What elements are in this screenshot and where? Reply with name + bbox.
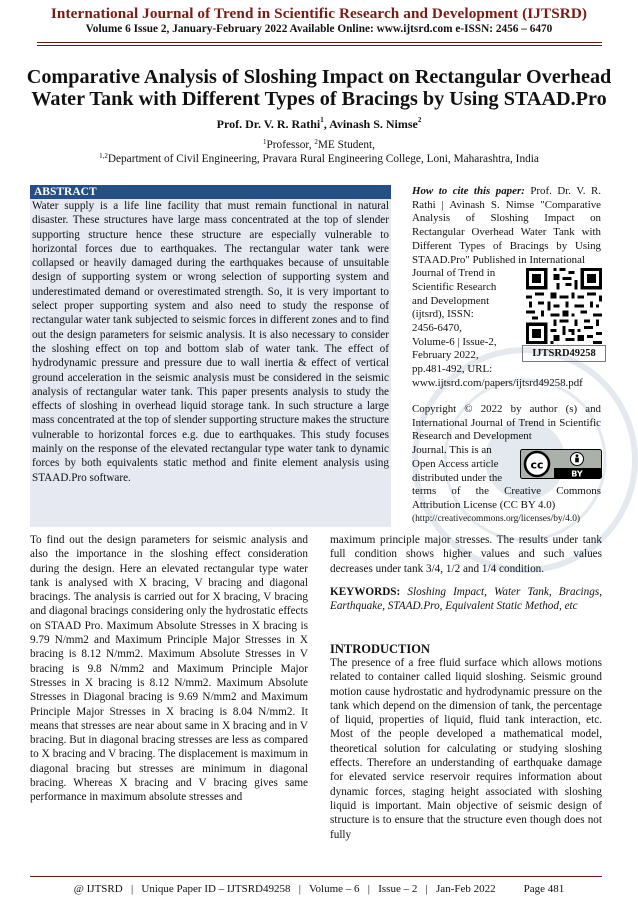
cc-badge-text: cc (530, 458, 544, 472)
citation-narrow (412, 267, 526, 377)
citation-line: Journal of Trend in (412, 267, 496, 280)
abstract-right-end: condition. (499, 562, 545, 575)
author-name: Avinash S. Nimse (329, 117, 418, 131)
citation-line: 2456-6470, (412, 322, 462, 335)
role-text: Professor, (266, 139, 315, 151)
abstract-right-text: maximum principle major stresses. The results under tank full condition shows higher values and such values decreases under tank (330, 534, 602, 575)
citation-label: How to cite this paper: (412, 185, 525, 197)
role-text: ME Student, (317, 139, 375, 151)
introduction-text: The presence of a free fluid surface which allows motions related to container called liquid sloshing. Seismic ground motion cause hydrostatic and hydrodynamic pressure on the tank which depend on the dimension of tank, the percentage of liquid, properties of liquid, fluid tank interaction, etc. Most of the people developed a mathematical model, theoretical solution for calculating or studying sloshing effects. Therefore an understanding of earthquake damage for elevated service reservoir requires information about dynamic forces, staging height associated with sloshing liquid is important. Main objective of seismic design of structure is to ensure that the structure even though does not fully (330, 657, 602, 841)
header-rule-top (37, 42, 602, 43)
paper-title: Comparative Analysis of Sloshing Impact on Rectangular Overhead Water Tank with Different Types of Bracings by Using STAAD.Pro (26, 66, 612, 110)
author-roles (0, 139, 638, 151)
citation-url[interactable]: www.ijtsrd.com/papers/ijtsrd49258.pdf (412, 376, 583, 389)
qr-code (526, 268, 602, 344)
cc-by-badge (520, 449, 602, 479)
citation-line: and Development (412, 294, 490, 307)
role-sup: 1 (263, 138, 267, 146)
fraction: 1/2 (445, 562, 461, 575)
copyright-line: Open Access article (412, 457, 499, 470)
citation-text: Prof. Dr. V. R. Rathi | Avinash S. Nimse "Comparative Analysis of Sloshing Impact on Rectangular Overhead Water Tank with Different Types of Bracings by Using STAAD.Pro" Published in International (412, 185, 601, 266)
copyright-narrow (412, 444, 516, 485)
fraction-separator: , (440, 562, 444, 575)
keywords-label: KEYWORDS: (330, 586, 401, 598)
journal-name: International Journal of Trend in Scientific Research and Development (IJTSRD) (50, 5, 588, 22)
qr-caption: IJTSRD49258 (522, 345, 606, 362)
abstract-continued-text: To find out the design parameters for seismic analysis and also the importance in the sloshing effect consideration during the design. Here an elevated rectangular type water tank is analysed with X bracing, V bracing and diagonal bracings. The analysis is carried out for X bracing, V bracing and diagonal bracings considering only the hydrostatic effects on STAAD Pro. Maximum Absolute Stresses in X bracing is 9.79 N/mm2 and Maximum Principle Major Stresses in X bracing is 8.12 N/mm2. Maximum Absolute Stresses in V bracing is 9.8 N/mm2 and Maximum Principle Major Stresses in X bracing is 8.12 N/mm2. Maximum Absolute Stresses in Diagonal bracing is 9.69 N/mm2 and Maximum Principle Major Stresses in X bracing is 8.04 N/mm2. It means that stresses are near about same in X bracing and in V bracing. But in diagonal bracing stresses are less as compared to X bracing and V bracing. The displacement is maximum in diagonal bracing but stresses are minimum in diagonal bracing. Whereas X bracing and V bracing gives same performance in maximum absolute stresses and (30, 534, 308, 804)
journal-issue-line: Volume 6 Issue 2, January-February 2022 Available Online: www.ijtsrd.com e-ISSN: 2456 – 6470 (85, 23, 553, 35)
footer (0, 883, 638, 895)
page-number: Page 481 (523, 883, 565, 895)
copyright-line: distributed under the (412, 471, 503, 484)
fraction: 1/4 (481, 562, 497, 575)
author-sup: 1 (320, 116, 324, 124)
author-line: Prof. Dr. V. R. Rathi$^1$, Avinash S. Nimse$^2$ (216, 116, 422, 131)
license-url[interactable]: (http://creativecommons.org/licenses/by/4.0) (412, 514, 581, 524)
citation-line: pp.481-492, URL: (412, 363, 493, 376)
fraction: 3/4 (425, 562, 441, 575)
affiliation (0, 153, 638, 165)
author-sup: 2 (417, 116, 422, 124)
citation-line: (ijtsrd), ISSN: (412, 308, 474, 321)
by-badge-text: BY (571, 469, 583, 479)
author-name: Prof. Dr. V. R. Rathi (216, 117, 321, 131)
citation-line: Scientific Research (412, 280, 497, 293)
header-rule-bottom (37, 45, 602, 46)
keywords-value: Sloshing Impact, Water Tank, Bracings, Earthquake, STAAD.Pro, Equivalent Static Method, etc (330, 586, 602, 613)
abstract-heading: ABSTRACT (30, 185, 391, 199)
fraction-separator: and (462, 562, 480, 575)
footer-text: @ IJTSRD | Unique Paper ID – IJTSRD49258 | Volume – 6 | Issue – 2 | Jan-Feb 2022 (73, 883, 496, 895)
copyright-text: Copyright © 2022 by author (s) and International Journal of Trend in Scientific Research and Development (412, 403, 601, 443)
abstract-text: Water supply is a life line facility that must remain functional in natural disaster. These structures have large mass concentrated at the top of slender supporting structure hence these structure are especially vulnerable to horizontal forces due to earthquakes. The rectangular water tank were collapsed or heavily damaged during the earthquakes because of unsuitable design of supporting system or wrong selection of supporting system and underestimated demand or overestimated strength. So, it is very important to select proper supporting system and also need to study the response of rectangular water tank subjected to seismic forces in different zones and to find out the design parameters for seismic analysis. It is also necessary to consider the sloshing effect on top and bottom slab of water tank. The effect of hydrodynamic pressure and pressure due to wall inertia & effect of vertical ground acceleration in the seismic analysis must be considered in the seismic analysis of rectangular water tank. This paper presents analysis to study the effects of sloshing in overhead liquid storage tank. In such structure a large mass concentrated at the top of slender supporting structure makes the structure vulnerable to horizontal forces e.g. due to earthquakes. This study focuses mainly on the response of the elevated rectangular type water tank to dynamic forces by both equivalents static method and finite element analysis using STAAD.Pro software. (32, 200, 389, 484)
affiliation-sup: 1,2 (99, 152, 108, 160)
copyright-terms: terms of the Creative Commons Attribution License (CC BY 4.0) (412, 485, 601, 511)
introduction-heading: INTRODUCTION (330, 642, 431, 656)
citation-line: February 2022, (412, 349, 479, 362)
footer-rule (30, 876, 602, 877)
role-sup: 2 (314, 138, 318, 146)
keywords (330, 585, 602, 614)
citation-line: Volume-6 | Issue-2, (412, 335, 497, 348)
affiliation-text: Department of Civil Engineering, Pravara Rural Engineering College, Loni, Maharashtra, India (107, 153, 539, 165)
copyright-line: Journal. This is an (412, 444, 492, 457)
